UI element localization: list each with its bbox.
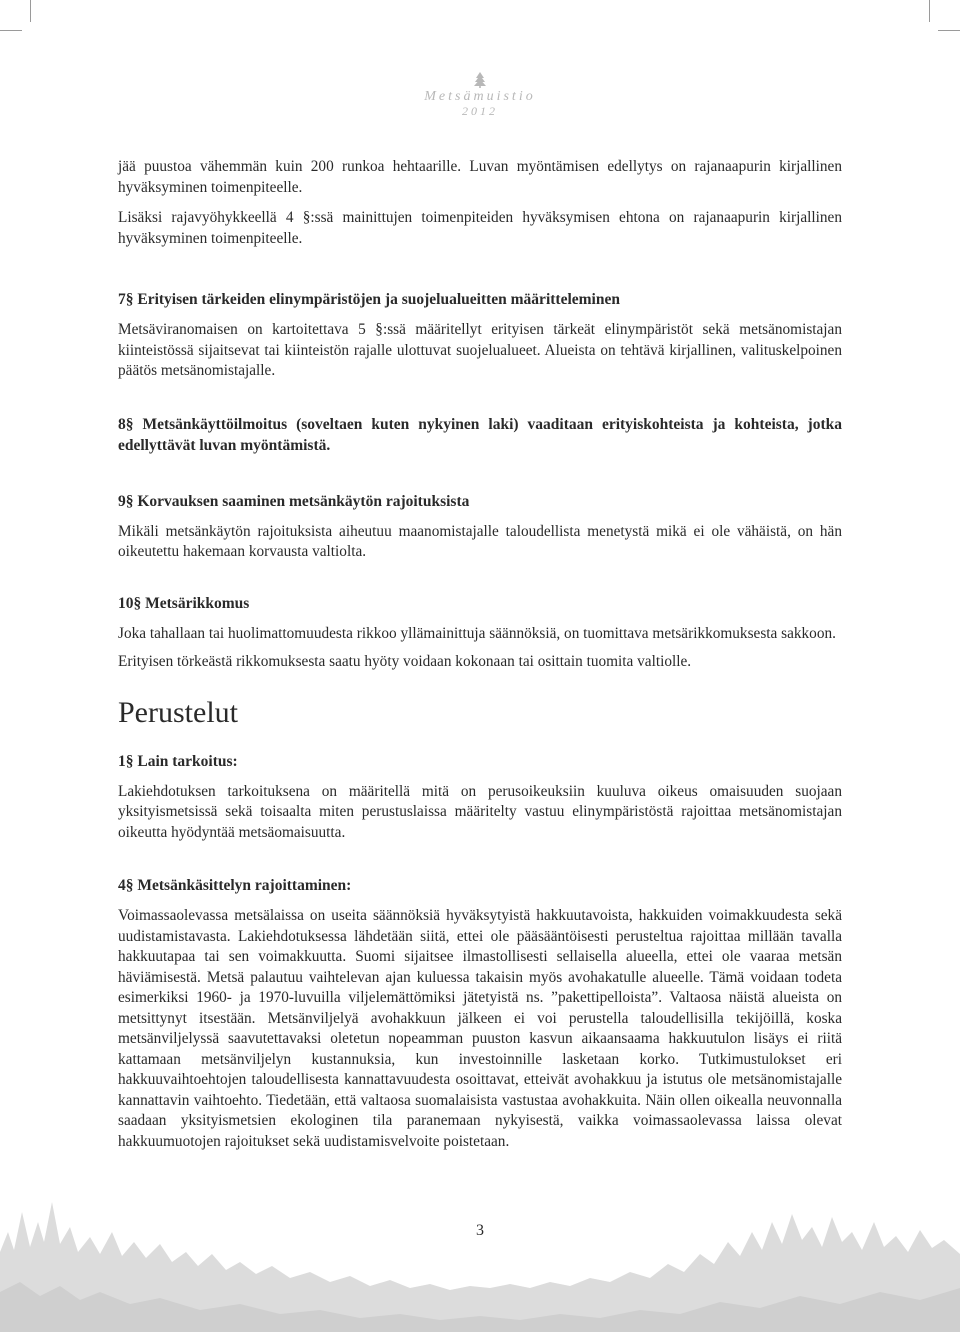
reason-heading-1: 1§ Lain tarkoitus: (118, 752, 238, 770)
section-heading-8: 8§ Metsänkäyttöilmoitus (soveltaen kuten nykyinen laki) vaaditaan erityiskohteista ja kohteista, jotka edellyttävät luvan myöntämistä. (118, 415, 842, 454)
forest-silhouette (0, 1192, 960, 1332)
perustelut-title: Perustelut (118, 695, 238, 729)
section-heading-7: 7§ Erityisen tärkeiden elinympäristöjen ja suojelualueitten määritteleminen (118, 291, 620, 308)
tree-icon (472, 72, 488, 88)
section-text-10b: Erityisen törkeästä rikkomuksesta saatu hyöty voidaan kokonaan tai osittain tuomita valtiolle. (118, 653, 692, 670)
header-logo (0, 72, 960, 118)
reason-text-1: Lakiehdotuksen tarkoituksena on määritellä mitä on perusoikeuksiin kuuluva oikeus omaisuuden suojaan yksityismetsissä sekä toisaalta miten perustuslaissa määritelty vastuu elinympäristöstä rajoittaa metsänomistajan oikeutta hyödyntää metsäomaisuutta. (118, 782, 842, 841)
crop-mark-top-left-v (30, 0, 31, 22)
page-number: 3 (476, 1222, 484, 1239)
logo-year: 2012 (462, 104, 498, 118)
section-heading-10: 10§ Metsärikkomus (118, 594, 250, 612)
crop-mark-top-left-h (0, 30, 22, 31)
paragraph: jää puustoa vähemmän kuin 200 runkoa hehtaarille. Luvan myöntämisen edellytys on rajanaapurin kirjallinen hyväksyminen toimenpiteelle. (118, 158, 842, 196)
section-text-10a: Joka tahallaan tai huolimattomuudesta rikkoo yllämainittuja säännöksiä, on tuomittava metsärikkomuksesta sakkoon. (118, 624, 836, 642)
section-heading-9: 9§ Korvauksen saaminen metsänkäytön rajoituksista (118, 492, 470, 510)
document-body (118, 157, 842, 1152)
logo-wordmark: Metsämuistio (424, 89, 536, 104)
paragraph: Lisäksi rajavyöhykkeellä 4 §:ssä mainittujen toimenpiteiden hyväksymisen ehtona on rajanaapurin kirjallinen hyväksyminen toimenpiteelle. (118, 209, 842, 247)
section-text-9: Mikäli metsänkäytön rajoituksista aiheutuu maanomistajalle taloudellista menetystä mikä ei ole vähäistä, on hän oikeutettu hakemaan korvausta valtiolta. (118, 522, 842, 560)
crop-mark-top-right-h (938, 30, 960, 31)
reason-heading-4: 4§ Metsänkäsittelyn rajoittaminen: (118, 877, 352, 894)
section-text-7: Metsäviranomaisen on kartoitettava 5 §:ssä määritellyt erityisen tärkeät elinympäristöt sekä metsänomistajan kiinteistössä sijaitsevat tai kiinteistön rajalle ulottuvat suojelualueet. Alueista on tehtävä kirjallinen, valituskelpoinen päätös metsänomistajalle. (118, 321, 842, 379)
crop-mark-top-right-v (929, 0, 930, 22)
reason-text-4: Voimassaolevassa metsälaissa on useita säännöksiä hyväksytyistä hakkuutavoista, hakkuiden voimakkuudesta sekä uudistamistavasta. Lakiehdotuksessa lähdetään siitä, ettei ole pääsääntöisesti perusteltua rajoittaa millään tavalla hakkuutapaa tai sen voimakkuutta. Suomi sijaitsee ilmastollisesti sellaisella alueella, ettei ole vaaraa metsän häviämisestä. Metsä palautuu vaihtelevan ajan kuluessa takaisin myös avohakatulle alueelle. Tämä voidaan todeta esimerkiksi 1960- ja 1970-luvuilla viljelemättömiksi jätetyistä ns. ”pakettipelloista”. Valtaosa näistä alueista on metsittynyt itsestään. Metsänviljelyä avohakkuun jälkeen ei voi perustella taloudellisilla tekijöillä, koska metsänviljelyssä saavutettavaksi oletetun nopeamman puuston kasvun aikaansaama hakkuutulon lisäys ei riitä kattamaan metsänviljelyn kustannuksia, kun investoinnille lasketaan korko. Tutkimustulokset eri hakkuuvaihtoehtojen taloudellisesta kannattavuudesta osoittavat, etteivät avohakkuu ja istutus ole metsänomistajalle kannattavin vaihtoehto. Tiedetään, että valtaosa suomalaisista vastustaa avohakkuita. Näin ollen oikealla neuvonnalla saadaan yksityismetsien ekologinen tila paranemaan nykyisestä, vaikka voimassaolevassa laissa olevat hakkuumuotojen rajoitukset sekä uudistamisvelvoite poistetaan. (118, 907, 842, 1150)
